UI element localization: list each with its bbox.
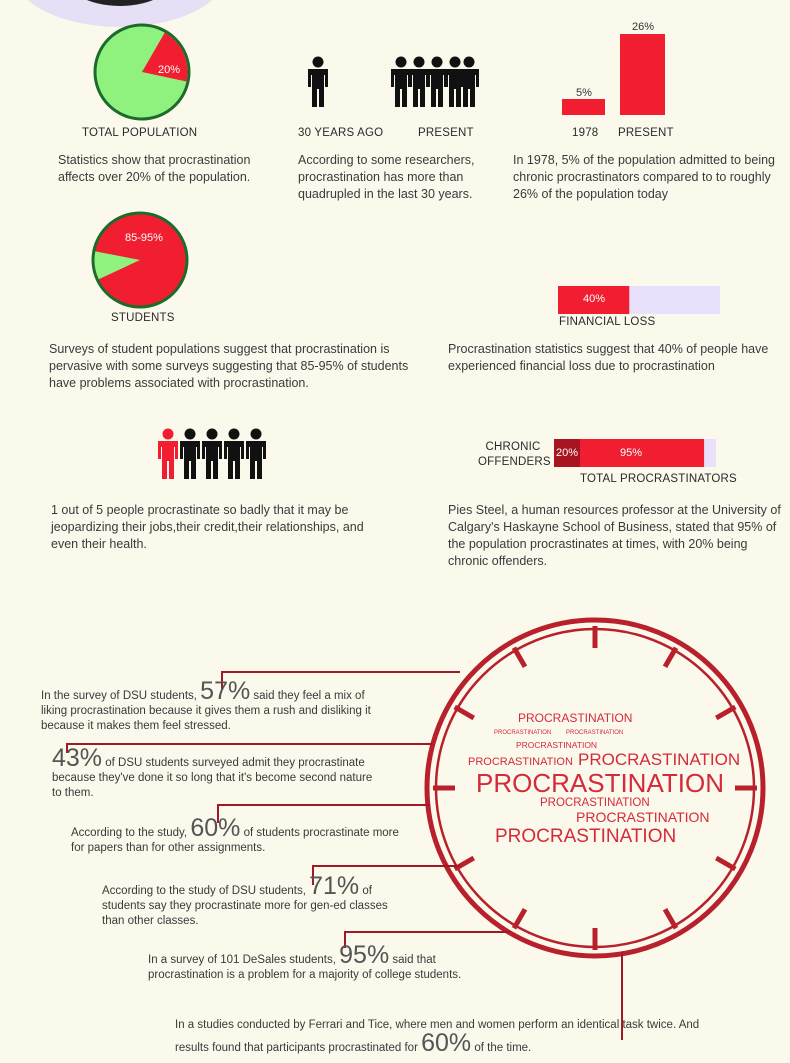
fact-text: In a survey of 101 DeSales students,	[148, 954, 340, 966]
text-population: Statistics show that procrastination affects over 20% of the population.	[58, 153, 251, 184]
fact-text: of DSU students surveyed admit they procrastinate because they've done it so long that it's become second nature to them.	[52, 757, 373, 799]
text-steel: Pies Steel, a human resources professor at the University of Calgary's Haskayne School of Business, stated that 95% of the population procrastinates at times, with 20% being chronic offenders.	[448, 503, 781, 568]
fact-71	[102, 872, 412, 929]
fact-text: According to the study of DSU students,	[102, 885, 310, 897]
pie-students	[93, 213, 187, 307]
total-value: 95%	[620, 447, 643, 459]
clock-tick	[716, 707, 735, 718]
clock-tick	[514, 909, 525, 928]
word-cloud-word: PROCRASTINATION	[518, 711, 633, 725]
fact-text: In a studies conducted by Ferrari and Tice, where men and women perform an identical task twice. And results found that participants procrastinated for	[175, 1019, 700, 1054]
fact-60-papers	[71, 814, 401, 856]
clock-tick	[514, 648, 525, 667]
fact-text: of the time.	[471, 1042, 532, 1054]
fact-text: According to the study,	[71, 827, 191, 839]
word-cloud-word: PROCRASTINATION	[540, 797, 650, 809]
chronic-value: 20%	[556, 447, 579, 459]
clock-tick	[455, 858, 474, 869]
word-cloud-word: PROCRASTINATION	[468, 756, 573, 768]
pie-population-caption: TOTAL POPULATION	[82, 127, 198, 139]
bar-present-value: 26%	[632, 21, 655, 33]
word-cloud-word: PROCRASTINATION	[578, 750, 741, 769]
word-cloud-word: PROCRASTINATION	[494, 730, 552, 736]
fact-number: 60%	[421, 1029, 472, 1057]
fact-57	[41, 677, 371, 734]
fact-text: said that procrastination is a problem for a majority of college students.	[148, 954, 462, 981]
pie-students-label: 85-95%	[125, 232, 163, 244]
person-30-years-ago-icon	[308, 57, 328, 108]
financial-caption: FINANCIAL LOSS	[559, 316, 656, 328]
fact-number: 60%	[190, 814, 241, 842]
fact-text: of students procrastinate more for papers than for other assignments.	[71, 827, 399, 854]
fact-number: 71%	[309, 872, 360, 900]
bar-chart-1978	[562, 34, 665, 115]
caption-30-years-ago: 30 YEARS AGO	[298, 127, 384, 139]
fact-43	[52, 744, 382, 801]
clock-tick	[716, 858, 735, 869]
text-quadrupled: According to some researchers, procrastination has more than quadrupled in the last 30 years.	[298, 153, 475, 201]
fact-number: 57%	[200, 677, 251, 705]
word-cloud-word: PROCRASTINATION	[566, 730, 624, 736]
bar-1978-category: 1978	[572, 127, 599, 139]
fact-number: 95%	[339, 941, 390, 969]
word-cloud-word: PROCRASTINATION	[476, 768, 724, 798]
text-students: Surveys of student populations suggest that procrastination is pervasive with some surveys suggesting that 85-95% of students have problems associated with procrastination.	[49, 342, 409, 390]
word-cloud-word: PROCRASTINATION	[576, 809, 710, 825]
fact-text: In the survey of DSU students,	[41, 690, 201, 702]
one-of-five-people-icon	[158, 429, 266, 480]
clock-tick	[455, 707, 474, 718]
fact-text: of students say they procrastinate more for gen-ed classes than other classes.	[102, 885, 388, 927]
fact-60-ferrari	[175, 1017, 735, 1056]
fact-95	[148, 941, 498, 983]
chronic-offenders-label: CHRONIC OFFENDERS	[478, 441, 551, 468]
top-clock-ring	[15, 0, 225, 27]
fact-number: 43%	[52, 744, 103, 772]
bar-1978-value: 5%	[576, 87, 592, 99]
clock-tick	[665, 909, 676, 928]
bar-present-category: PRESENT	[618, 127, 674, 139]
pie-students-caption: STUDENTS	[111, 312, 175, 324]
pie-population-label: 20%	[158, 64, 181, 76]
caption-present: PRESENT	[418, 127, 474, 139]
people-present-icon	[391, 57, 479, 108]
text-one-in-five: 1 out of 5 people procrastinate so badly that it may be jeopardizing their jobs,their credit,their relationships, and even their health.	[51, 503, 364, 551]
financial-value: 40%	[583, 293, 606, 305]
word-cloud-word: PROCRASTINATION	[495, 826, 677, 847]
text-financial: Procrastination statistics suggest that 40% of people have experienced financial loss due to procrastination	[448, 342, 769, 373]
bar-present	[620, 34, 665, 115]
fact-text: said they feel a mix of liking procrastination because it gives them a rush and disliking it because it makes them feel stressed.	[41, 690, 371, 732]
bar-1978	[562, 99, 605, 115]
total-procrastinators-caption: TOTAL PROCRASTINATORS	[580, 473, 737, 485]
text-1978: In 1978, 5% of the population admitted to being chronic procrastinators compared to to roughly 26% of the population today	[513, 153, 775, 201]
clock-tick	[665, 648, 676, 667]
word-cloud-word: PROCRASTINATION	[516, 740, 598, 750]
